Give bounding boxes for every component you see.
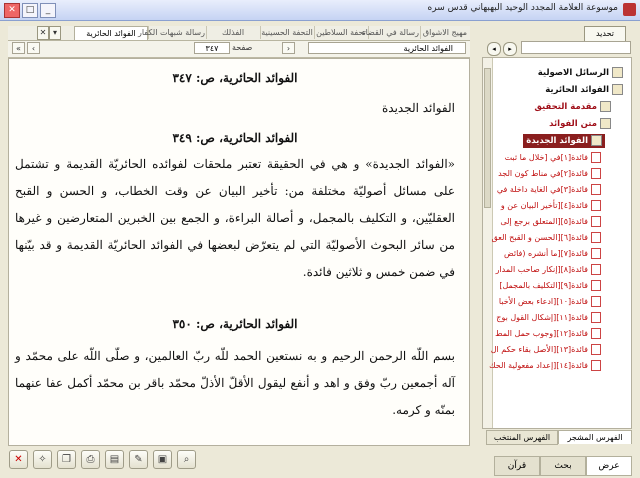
scroll-thumb[interactable] xyxy=(484,68,491,208)
tree-leaf-item[interactable] xyxy=(495,327,601,341)
tree-item-label: فائدة[٥][المتعلق برجع إلى xyxy=(500,217,588,226)
tree-item[interactable] xyxy=(523,134,605,148)
tab-menu-button[interactable]: ▾ xyxy=(49,26,61,40)
tree-forward-icon[interactable]: ▸ xyxy=(503,42,517,56)
nav-first-button[interactable]: « xyxy=(12,42,25,54)
page-icon xyxy=(591,264,601,275)
page-icon xyxy=(591,296,601,307)
tree-item-label: فائدة[١٣][الأصل بقاء حكم ال xyxy=(490,345,588,354)
book-select[interactable]: الفوائد الحائرية xyxy=(308,42,466,54)
page-icon xyxy=(591,216,601,227)
close-icon[interactable]: ✕ xyxy=(9,450,28,469)
app-icon xyxy=(623,3,636,16)
nav-prev-button[interactable]: ‹ xyxy=(27,42,40,54)
page-icon xyxy=(591,184,601,195)
tab-close-button[interactable]: ✕ xyxy=(37,26,49,40)
tree-item[interactable] xyxy=(545,83,623,97)
tree-item-label: فائدة[١٢][وجوب حمل المط xyxy=(495,329,588,338)
window-controls xyxy=(4,3,56,18)
tree-search-input[interactable] xyxy=(521,41,631,54)
mark-icon[interactable]: ▣ xyxy=(153,450,172,469)
tree-leaf-item[interactable] xyxy=(496,311,601,325)
page-toolbar xyxy=(8,41,470,58)
maximize-window-button[interactable]: □ xyxy=(22,3,38,18)
page-heading-350: الفوائد الحائرية، ص: ٣٥٠ xyxy=(172,317,298,331)
page-icon xyxy=(591,200,601,211)
tree-leaf-item[interactable] xyxy=(496,263,601,277)
tree-leaf-item[interactable] xyxy=(499,295,601,309)
tree-item-label: فائدة[٣]في الغاية داخلة في xyxy=(496,185,588,194)
tree-item-label: فائدة[١٤][إعداد مفعولية الحك xyxy=(489,361,588,370)
page-icon xyxy=(591,328,601,339)
tree-leaf-item[interactable] xyxy=(498,167,601,181)
tab-fadhlak[interactable]: الفذلك xyxy=(206,26,259,39)
search-button[interactable]: تحديد xyxy=(584,26,626,42)
tab-tuhfa-salatin[interactable]: تحفة السلاطين xyxy=(314,26,367,39)
book-icon[interactable]: ▤ xyxy=(105,450,124,469)
tab-shubuhat[interactable]: رسالة شبهات الكفار xyxy=(137,28,205,37)
tree-item[interactable] xyxy=(549,117,611,131)
tree-item-label: فائدة[٦][الحسن و القبح العق xyxy=(491,233,588,242)
section-title: الفوائد الجديدة xyxy=(381,101,455,115)
bottom-toolbar xyxy=(0,446,478,478)
tree-item-label: فائدة[١١][إشكال القول بوج xyxy=(496,313,588,322)
tree-item-label: فائدة[٨][إنكار صاحب المدار xyxy=(495,265,588,274)
page-icon xyxy=(591,360,601,371)
tree-leaf-item[interactable] xyxy=(501,199,601,213)
print-icon[interactable]: ⎙ xyxy=(81,450,100,469)
tree-item-label: متن الفوائد xyxy=(549,119,597,129)
tree-item[interactable] xyxy=(534,100,611,114)
tree-item[interactable] xyxy=(538,66,623,80)
nav-next-button[interactable]: › xyxy=(282,42,295,54)
tree-item-label: فائدة[٢]في مناط كون الجد xyxy=(498,169,588,178)
index-tree[interactable] xyxy=(482,57,632,429)
page-icon xyxy=(591,280,601,291)
tab-search[interactable]: بحث xyxy=(540,456,586,476)
book-tabs xyxy=(8,26,470,41)
tree-item-label: مقدمة التحقيق xyxy=(534,102,597,112)
book-icon xyxy=(591,135,602,146)
tree-leaf-item[interactable] xyxy=(504,247,601,261)
bulb-icon[interactable]: ✧ xyxy=(33,450,52,469)
document-view[interactable] xyxy=(8,58,470,446)
tree-item-label: فائدة[٧][ما أنشره (فائض xyxy=(504,249,588,258)
tree-item-label: فائدة[١٠][ادعاء بعض الأخبا xyxy=(498,297,588,306)
index-subtabs xyxy=(482,430,632,444)
tree-leaf-item[interactable] xyxy=(489,359,601,373)
window-title: موسوعة العلامة المجدد الوحيد البهبهاني قدس سره xyxy=(427,3,618,13)
tree-item-label: الرسائل الاصولية xyxy=(537,68,609,78)
tab-fawaid-haeria[interactable]: الفوائد الحائرية xyxy=(74,26,148,40)
page-icon xyxy=(591,168,601,179)
tree-leaf-item[interactable] xyxy=(491,343,601,357)
copy-icon[interactable]: ❐ xyxy=(57,450,76,469)
page-heading-349: الفوائد الحائرية، ص: ٣٤٩ xyxy=(172,131,298,145)
panel-mode-tabs xyxy=(482,456,632,476)
tree-leaf-item[interactable] xyxy=(499,279,601,293)
tree-leaf-item[interactable] xyxy=(497,183,601,197)
book-icon xyxy=(612,67,623,78)
tree-item-label: فائدة[٤][تأخير البيان عن و xyxy=(500,201,588,210)
tree-item-label: الفوائد الحائرية xyxy=(545,85,609,95)
page-icon xyxy=(591,248,601,259)
note-icon[interactable]: ✎ xyxy=(129,450,148,469)
tab-tree-index[interactable]: الفهرس المشجر xyxy=(558,430,632,444)
close-window-button[interactable]: ✕ xyxy=(4,3,20,18)
tree-leaf-item[interactable] xyxy=(500,215,601,229)
search-icon[interactable]: ⌕ xyxy=(177,450,196,469)
tab-selected-index[interactable]: الفهرس المنتخب xyxy=(486,430,558,445)
tree-item-label: فائدة[١]في [خلال ما ثبت xyxy=(504,153,588,162)
tree-item-label: الفوائد الجديدة xyxy=(526,136,588,146)
tree-leaf-item[interactable] xyxy=(505,151,601,165)
tree-item-label: فائدة[٩][التكليف بالمجمل] xyxy=(499,281,588,290)
book-icon xyxy=(612,84,623,95)
title-bar xyxy=(0,0,640,21)
paragraph-basmala: بسم اللّه الرحمن الرحيم و به نستعين الحمد للّه ربّ العالمين، و صلّى اللّه على محمّد و آله أجمعين ربّ وفق و اهد و أنفع ليقول الأقلّ الأذلّ محمّد باقر بن محمّد أكمل عفا عنهما بمنّه و كرمه. xyxy=(15,349,455,417)
tab-muhayyij[interactable]: مهيج الاشواق xyxy=(420,26,469,39)
paragraph-intro: «الفوائد الجديدة» و هي في الحقيقة تعتبر ملحقات لفوائده الحائريّة القديمة و تشتمل على مسائل أصوليّة مختلفة من: تأخير البيان عن وقت الخطاب، و الحسن و القبح العقليّين، و التكليف بالمجمل، و أصالة البراءة، و الجمع بين الخبرين المتعارضين و غيرها من سائر البحوث الأصوليّة التي لم يتعرّض لبعضها في الفوائد الحائريّة القديمة و قد بيّنها في ضمن خمس و ثلاثين فائدة. xyxy=(15,157,455,279)
tab-quran[interactable]: قرآن xyxy=(494,456,540,476)
page-icon xyxy=(591,232,601,243)
page-number-input[interactable]: ٣٤٧ xyxy=(194,42,230,54)
book-icon xyxy=(600,101,611,112)
minimize-window-button[interactable]: _ xyxy=(40,3,56,18)
tree-leaf-item[interactable] xyxy=(491,231,601,245)
page-icon xyxy=(591,312,601,323)
tab-view[interactable]: عرض xyxy=(586,456,632,476)
tree-back-icon[interactable]: ◂ xyxy=(487,42,501,56)
tab-tuhfa-husainia[interactable]: التحفة الحسينية xyxy=(261,28,313,37)
page-icon xyxy=(591,152,601,163)
book-icon xyxy=(600,118,611,129)
page-icon xyxy=(591,344,601,355)
page-label: صفحة xyxy=(232,43,253,52)
page-heading-347: الفوائد الحائرية، ص: ٣٤٧ xyxy=(172,71,298,85)
tab-risala-qadha[interactable]: رسالة في القضاء xyxy=(361,28,419,37)
